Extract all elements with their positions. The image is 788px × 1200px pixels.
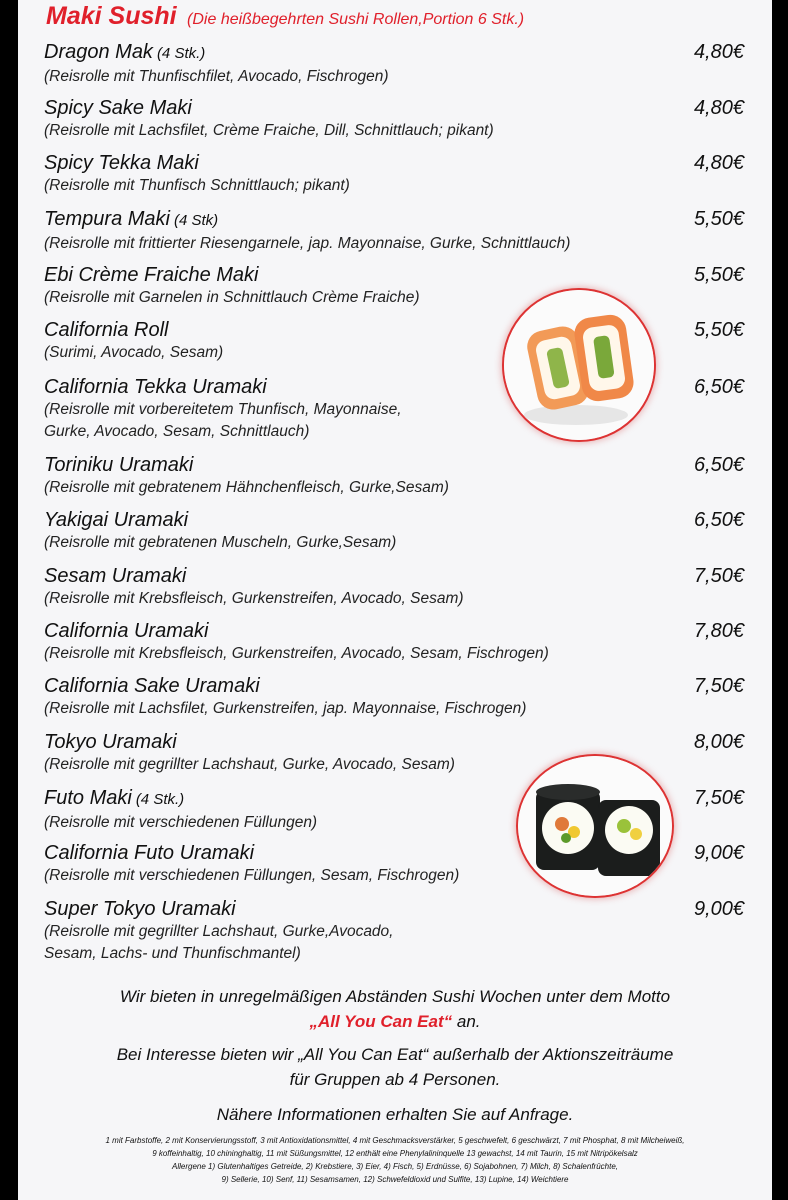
item-price: 5,50€	[693, 264, 744, 286]
menu-page	[18, 0, 772, 1200]
item-desc: (Reisrolle mit verschiedenen Füllungen)	[44, 814, 318, 831]
menu-item	[44, 151, 744, 197]
item-name: Futo Maki	[44, 787, 132, 809]
promo-line-1-end: an.	[452, 1012, 481, 1031]
item-desc: (Reisrolle mit Lachsfilet, Gurkenstreifen, jap. Mayonnaise, Fischrogen)	[44, 700, 527, 717]
item-price: 7,50€	[693, 565, 744, 587]
item-price: 6,50€	[693, 376, 744, 398]
footnote-line: 9) Sellerie, 10) Senf, 11) Sesamsamen, 12) Schwefeldioxid und Sulfite, 13) Lupine, 14) Weichtiere	[221, 1175, 569, 1184]
item-desc: (Reisrolle mit Lachsfilet, Crème Fraiche, Dill, Schnittlauch; pikant)	[44, 122, 494, 139]
menu-item	[44, 619, 744, 665]
item-name: Sesam Uramaki	[44, 565, 187, 587]
menu-item	[44, 40, 744, 88]
item-name: Spicy Tekka Maki	[44, 152, 199, 174]
item-desc: (Reisrolle mit Thunfisch Schnittlauch; pikant)	[44, 177, 350, 194]
item-name: Spicy Sake Maki	[44, 97, 192, 119]
group-offer-text	[18, 1042, 772, 1092]
item-desc: (Reisrolle mit vorbereitetem Thunfisch, Mayonnaise,	[44, 401, 402, 418]
item-price: 9,00€	[693, 842, 744, 864]
item-name: Tempura Maki	[44, 208, 170, 230]
item-name: California Roll	[44, 319, 169, 341]
promo-text	[18, 984, 772, 1034]
item-name: Tokyo Uramaki	[44, 731, 177, 753]
item-desc: (Reisrolle mit verschiedenen Füllungen, Sesam, Fischrogen)	[44, 867, 460, 884]
menu-item	[44, 263, 744, 309]
menu-item	[44, 207, 744, 255]
item-name: California Futo Uramaki	[44, 842, 255, 864]
item-desc: (Reisrolle mit Thunfischfilet, Avocado, Fischrogen)	[44, 68, 389, 85]
item-desc: (Reisrolle mit Krebsfleisch, Gurkenstreifen, Avocado, Sesam)	[44, 590, 464, 607]
section-title: Maki Sushi	[46, 2, 177, 30]
item-price: 4,80€	[693, 97, 744, 119]
item-price: 4,80€	[693, 152, 744, 174]
item-name: California Uramaki	[44, 620, 209, 642]
item-qty: (4 Stk.)	[156, 45, 206, 62]
item-desc: (Reisrolle mit gegrillter Lachshaut, Gurke, Avocado, Sesam)	[44, 756, 455, 773]
promo-line-1: Wir bieten in unregelmäßigen Abständen Sushi Wochen unter dem Motto	[119, 987, 671, 1006]
item-qty: (4 Stk.)	[135, 791, 185, 808]
california-roll-photo	[502, 288, 656, 442]
menu-item	[44, 674, 744, 720]
item-price: 6,50€	[693, 509, 744, 531]
promo-motto: „All You Can Eat“	[309, 1012, 453, 1031]
section-subtitle: (Die heißbegehrten Sushi Rollen,Portion 6 Stk.)	[187, 11, 525, 28]
footnote-line: 9 koffeinhaltig, 10 chininghaltig, 11 mit Süßungsmittel, 12 enthält eine Phenylalininquelle 13 gewachst, 14 mit Taurin, 15 mit Nitripökelsalz	[152, 1149, 638, 1158]
item-desc: (Reisrolle mit gebratenem Hähnchenfleisch, Gurke,Sesam)	[44, 479, 449, 496]
item-name: Toriniku Uramaki	[44, 454, 194, 476]
item-desc: Gurke, Avocado, Sesam, Schnittlauch)	[44, 423, 310, 440]
item-price: 4,80€	[693, 41, 744, 63]
item-desc: (Reisrolle mit gegrillter Lachshaut, Gurke,Avocado,	[44, 923, 394, 940]
futo-maki-photo	[516, 754, 674, 898]
item-price: 9,00€	[693, 898, 744, 920]
menu-item	[44, 564, 744, 610]
menu-item	[44, 96, 744, 142]
item-price: 5,50€	[693, 319, 744, 341]
item-price: 8,00€	[693, 731, 744, 753]
item-desc: (Reisrolle mit frittierter Riesengarnele, jap. Mayonnaise, Gurke, Schnittlauch)	[44, 235, 571, 252]
item-name: Yakigai Uramaki	[44, 509, 189, 531]
item-price: 7,80€	[693, 620, 744, 642]
item-desc: (Reisrolle mit gebratenen Muscheln, Gurke,Sesam)	[44, 534, 397, 551]
item-desc: Sesam, Lachs- und Thunfischmantel)	[44, 945, 301, 962]
item-price: 5,50€	[693, 208, 744, 230]
info-line: Nähere Informationen erhalten Sie auf Anfrage.	[216, 1105, 574, 1124]
item-name: California Tekka Uramaki	[44, 376, 267, 398]
item-desc: (Surimi, Avocado, Sesam)	[44, 344, 224, 361]
menu-item	[44, 453, 744, 499]
item-name: Dragon Mak	[44, 41, 153, 63]
group-offer-line-2: für Gruppen ab 4 Personen.	[289, 1070, 501, 1089]
item-name: Ebi Crème Fraiche Maki	[44, 264, 259, 286]
item-price: 7,50€	[693, 787, 744, 809]
group-offer-line-1: Bei Interesse bieten wir „All You Can Eat“ außerhalb der Aktionszeiträume	[116, 1045, 674, 1064]
menu-item	[44, 897, 744, 965]
info-text	[18, 1102, 772, 1127]
item-desc: (Reisrolle mit Krebsfleisch, Gurkenstreifen, Avocado, Sesam, Fischrogen)	[44, 645, 549, 662]
item-price: 7,50€	[693, 675, 744, 697]
item-name: California Sake Uramaki	[44, 675, 260, 697]
item-name: Super Tokyo Uramaki	[44, 898, 236, 920]
section-header	[46, 2, 524, 31]
footnote-line: Allergene 1) Glutenhaltiges Getreide, 2) Krebstiere, 3) Eier, 4) Fisch, 5) Erdnüsse, 6) Sojabohnen, 7) Milch, 8) Schalenfrüchte,	[172, 1162, 618, 1171]
menu-item	[44, 508, 744, 554]
footnotes	[18, 1134, 772, 1186]
item-qty: (4 Stk)	[173, 212, 219, 229]
footnote-line: 1 mit Farbstoffe, 2 mit Konservierungsstoff, 3 mit Antioxidationsmittel, 4 mit Geschmacksverstärker, 5 geschwefelt, 6 geschwärzt, 7 mit Phosphat, 8 mit Milcheiweiß,	[105, 1136, 685, 1145]
item-desc: (Reisrolle mit Garnelen in Schnittlauch Crème Fraiche)	[44, 289, 420, 306]
item-price: 6,50€	[693, 454, 744, 476]
